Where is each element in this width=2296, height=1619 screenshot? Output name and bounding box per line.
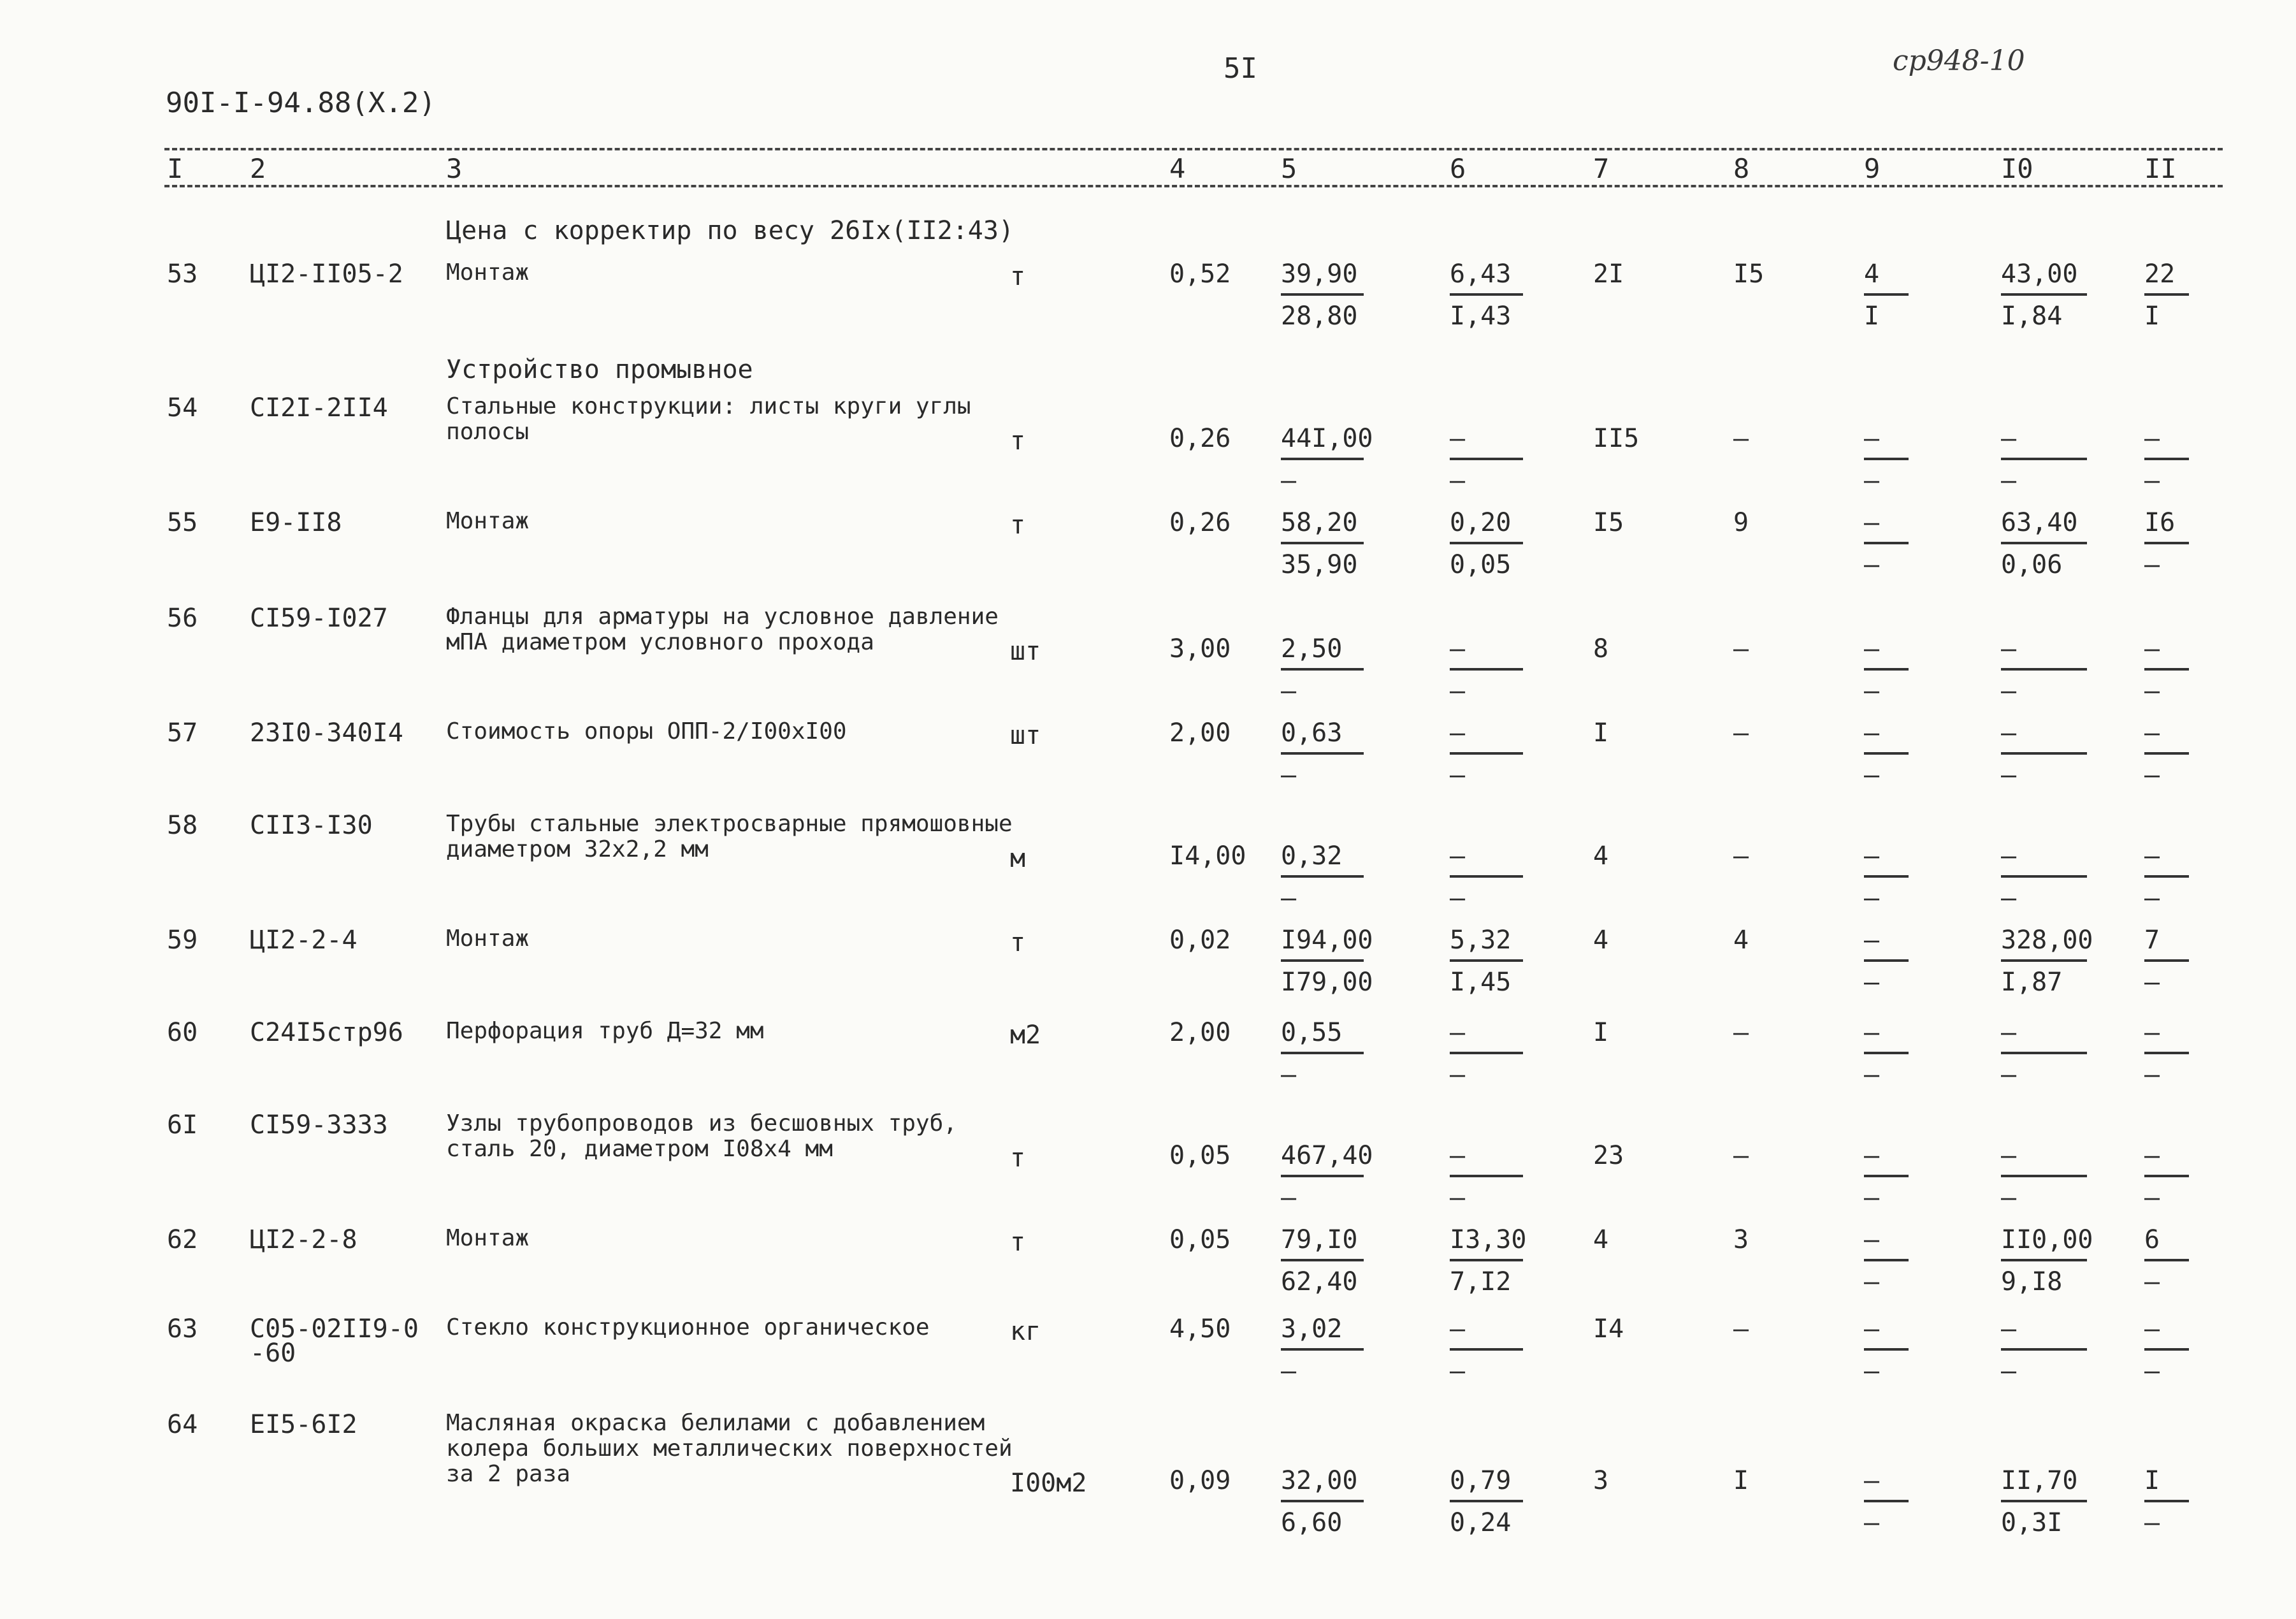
row-number: 53 xyxy=(167,259,198,289)
cost-wages-numerator: 6,43 xyxy=(1450,259,1512,289)
labor-total-denominator: – xyxy=(2001,466,2017,495)
unit: кг xyxy=(1010,1317,1041,1346)
machine-hours-fraction-bar xyxy=(1864,1259,1909,1261)
machine-hours-denominator: – xyxy=(1864,883,1880,913)
machine-hours-fraction-bar xyxy=(1864,752,1909,755)
row-number: 63 xyxy=(167,1314,198,1344)
item-description-line: Монтаж xyxy=(446,259,530,286)
unit: I00м2 xyxy=(1010,1469,1087,1498)
unit: м xyxy=(1010,844,1026,873)
cost-wages-denominator: 0,05 xyxy=(1450,550,1512,579)
labor-total-fraction-bar xyxy=(2001,1175,2087,1177)
labor-machines-numerator: – xyxy=(2144,634,2160,664)
item-description-line: за 2 раза xyxy=(446,1461,571,1487)
cost-total-denominator: – xyxy=(1281,676,1297,706)
column-number-7: 7 xyxy=(1593,153,1610,184)
quantity: 2,00 xyxy=(1169,718,1231,748)
labor-total-denominator: I,87 xyxy=(2001,968,2063,997)
cost-total-denominator: – xyxy=(1281,1356,1297,1386)
cost-total-fraction-bar xyxy=(1281,542,1364,544)
labor-machines-denominator: – xyxy=(2144,1060,2160,1089)
labor-machines-denominator: – xyxy=(2144,466,2160,495)
cost-wages-numerator: I3,30 xyxy=(1450,1225,1527,1254)
column-number-4: 4 xyxy=(1169,153,1186,184)
labor-total-denominator: – xyxy=(2001,676,2017,706)
machine-hours-fraction-bar xyxy=(1864,959,1909,962)
workers-col8: – xyxy=(1733,424,1749,453)
labor-total-denominator: I,84 xyxy=(2001,301,2063,331)
cost-total-numerator: 0,32 xyxy=(1281,841,1343,871)
quantity: 3,00 xyxy=(1169,634,1231,664)
machine-hours-fraction-bar xyxy=(1864,875,1909,878)
labor-machines-numerator: I6 xyxy=(2144,508,2176,537)
cost-total-numerator: 3,02 xyxy=(1281,1314,1343,1344)
column-number-1: I xyxy=(167,153,184,184)
item-code: CI59-I027 xyxy=(250,604,388,633)
labor-cost-col7: 8 xyxy=(1593,634,1609,664)
labor-machines-numerator: – xyxy=(2144,424,2160,453)
cost-total-fraction-bar xyxy=(1281,458,1364,460)
cost-wages-numerator: 0,20 xyxy=(1450,508,1512,537)
labor-total-fraction-bar xyxy=(2001,668,2087,671)
unit: т xyxy=(1010,426,1026,456)
labor-machines-fraction-bar xyxy=(2144,1500,2189,1502)
cost-wages-fraction-bar xyxy=(1450,1500,1523,1502)
labor-machines-denominator: – xyxy=(2144,676,2160,706)
cost-wages-fraction-bar xyxy=(1450,1175,1523,1177)
cost-wages-numerator: – xyxy=(1450,841,1466,871)
item-description-line: Стоимость опоры ОПП-2/I00хI00 xyxy=(446,718,847,744)
cost-total-fraction-bar xyxy=(1281,1259,1364,1261)
cost-total-fraction-bar xyxy=(1281,1052,1364,1054)
cost-total-numerator: 79,I0 xyxy=(1281,1225,1358,1254)
cost-wages-fraction-bar xyxy=(1450,542,1523,544)
labor-total-denominator: 0,3I xyxy=(2001,1508,2063,1537)
labor-machines-fraction-bar xyxy=(2144,542,2189,544)
quantity: 0,26 xyxy=(1169,424,1231,453)
column-number-11: II xyxy=(2144,153,2177,184)
labor-machines-numerator: – xyxy=(2144,1018,2160,1047)
labor-total-fraction-bar xyxy=(2001,458,2087,460)
cost-total-denominator: I79,00 xyxy=(1281,968,1373,997)
labor-machines-fraction-bar xyxy=(2144,293,2189,296)
item-code: ЦI2-II05-2 xyxy=(250,259,403,289)
machine-hours-numerator: – xyxy=(1864,1141,1880,1170)
labor-cost-col7: 4 xyxy=(1593,1225,1609,1254)
labor-total-fraction-bar xyxy=(2001,1500,2087,1502)
labor-machines-numerator: I xyxy=(2144,1466,2160,1495)
cost-wages-numerator: 0,79 xyxy=(1450,1466,1512,1495)
item-code: CII3-I30 xyxy=(250,811,373,840)
column-number-8: 8 xyxy=(1733,153,1750,184)
machine-hours-numerator: – xyxy=(1864,508,1880,537)
workers-col8: – xyxy=(1733,718,1749,748)
header-top-border xyxy=(164,148,2223,150)
cost-wages-fraction-bar xyxy=(1450,1052,1523,1054)
cost-total-denominator: – xyxy=(1281,883,1297,913)
labor-machines-numerator: 22 xyxy=(2144,259,2176,289)
machine-hours-denominator: – xyxy=(1864,1060,1880,1089)
machine-hours-denominator: I xyxy=(1864,301,1880,331)
row-number: 59 xyxy=(167,926,198,955)
item-code: CI59-3333 xyxy=(250,1110,388,1140)
cost-wages-denominator: – xyxy=(1450,466,1466,495)
cost-total-denominator: – xyxy=(1281,466,1297,495)
row-number: 62 xyxy=(167,1225,198,1254)
cost-total-denominator: 28,80 xyxy=(1281,301,1358,331)
cost-wages-fraction-bar xyxy=(1450,458,1523,460)
cost-total-denominator: – xyxy=(1281,1060,1297,1089)
labor-machines-fraction-bar xyxy=(2144,959,2189,962)
row-number: 64 xyxy=(167,1410,198,1439)
labor-cost-col7: 3 xyxy=(1593,1466,1609,1495)
machine-hours-numerator: – xyxy=(1864,841,1880,871)
workers-col8: – xyxy=(1733,634,1749,664)
cost-total-denominator: 62,40 xyxy=(1281,1267,1358,1296)
labor-total-denominator: – xyxy=(2001,1060,2017,1089)
cost-wages-fraction-bar xyxy=(1450,668,1523,671)
cost-total-numerator: 2,50 xyxy=(1281,634,1343,664)
labor-total-denominator: 9,I8 xyxy=(2001,1267,2063,1296)
section-title-price-correction: Цена с корректир по весу 26Iх(II2:43) xyxy=(446,216,1014,245)
unit: т xyxy=(1010,511,1026,540)
cost-wages-denominator: – xyxy=(1450,1060,1466,1089)
labor-cost-col7: II5 xyxy=(1593,424,1640,453)
labor-cost-col7: 23 xyxy=(1593,1141,1624,1170)
item-description-line: мПА диаметром условного прохода xyxy=(446,629,874,655)
machine-hours-denominator: – xyxy=(1864,760,1880,790)
row-number: 58 xyxy=(167,811,198,840)
labor-cost-col7: 4 xyxy=(1593,926,1609,955)
labor-machines-fraction-bar xyxy=(2144,875,2189,878)
cost-wages-numerator: – xyxy=(1450,634,1466,664)
machine-hours-numerator: – xyxy=(1864,718,1880,748)
cost-total-fraction-bar xyxy=(1281,668,1364,671)
row-number: 55 xyxy=(167,508,198,537)
item-description-line: Узлы трубопроводов из бесшовных труб, xyxy=(446,1110,957,1136)
labor-machines-denominator: – xyxy=(2144,550,2160,579)
quantity: 0,05 xyxy=(1169,1225,1231,1254)
item-description-line: Монтаж xyxy=(446,926,530,952)
item-description-line: диаметром 32х2,2 мм xyxy=(446,836,709,862)
cost-total-denominator: – xyxy=(1281,1183,1297,1212)
row-number: 60 xyxy=(167,1018,198,1047)
machine-hours-fraction-bar xyxy=(1864,1052,1909,1054)
item-code: E9-II8 xyxy=(250,508,342,537)
labor-cost-col7: 4 xyxy=(1593,841,1609,871)
labor-machines-numerator: – xyxy=(2144,1141,2160,1170)
section-title-flushing-device: Устройство промывное xyxy=(446,355,753,384)
labor-machines-denominator: – xyxy=(2144,1183,2160,1212)
item-code: CI2I-2II4 xyxy=(250,393,388,423)
quantity: 0,05 xyxy=(1169,1141,1231,1170)
labor-machines-denominator: – xyxy=(2144,1508,2160,1537)
machine-hours-denominator: – xyxy=(1864,968,1880,997)
labor-machines-denominator: – xyxy=(2144,1356,2160,1386)
labor-total-numerator: 63,40 xyxy=(2001,508,2078,537)
labor-machines-fraction-bar xyxy=(2144,668,2189,671)
workers-col8: – xyxy=(1733,841,1749,871)
unit: т xyxy=(1010,262,1026,291)
cost-wages-denominator: – xyxy=(1450,1183,1466,1212)
machine-hours-fraction-bar xyxy=(1864,293,1909,296)
quantity: 2,00 xyxy=(1169,1018,1231,1047)
labor-cost-col7: I4 xyxy=(1593,1314,1624,1344)
item-description-line: Монтаж xyxy=(446,508,530,534)
cost-total-numerator: 58,20 xyxy=(1281,508,1358,537)
cost-total-fraction-bar xyxy=(1281,1175,1364,1177)
item-description-line: колера больших металлических поверхностей xyxy=(446,1435,1013,1462)
labor-machines-denominator: – xyxy=(2144,968,2160,997)
machine-hours-numerator: – xyxy=(1864,1466,1880,1495)
cost-total-fraction-bar xyxy=(1281,875,1364,878)
labor-total-numerator: – xyxy=(2001,841,2017,871)
machine-hours-numerator: – xyxy=(1864,1314,1880,1344)
labor-machines-denominator: – xyxy=(2144,1267,2160,1296)
item-description-line: Стекло конструкционное органическое xyxy=(446,1314,930,1340)
column-number-3: 3 xyxy=(446,153,463,184)
machine-hours-numerator: – xyxy=(1864,926,1880,955)
unit: т xyxy=(1010,928,1026,957)
machine-hours-denominator: – xyxy=(1864,466,1880,495)
labor-machines-fraction-bar xyxy=(2144,1052,2189,1054)
labor-total-fraction-bar xyxy=(2001,1348,2087,1351)
cost-total-fraction-bar xyxy=(1281,293,1364,296)
item-code-continued: -60 xyxy=(250,1339,296,1368)
labor-machines-numerator: 7 xyxy=(2144,926,2160,955)
item-code: C05-02II9-0 xyxy=(250,1314,419,1344)
labor-total-numerator: – xyxy=(2001,1141,2017,1170)
labor-total-fraction-bar xyxy=(2001,959,2087,962)
workers-col8: – xyxy=(1733,1141,1749,1170)
machine-hours-fraction-bar xyxy=(1864,1175,1909,1177)
machine-hours-fraction-bar xyxy=(1864,668,1909,671)
workers-col8: 4 xyxy=(1733,926,1749,955)
cost-wages-denominator: 0,24 xyxy=(1450,1508,1512,1537)
labor-machines-fraction-bar xyxy=(2144,1175,2189,1177)
item-description-line: Масляная окраска белилами с добавлением xyxy=(446,1410,985,1436)
column-number-9: 9 xyxy=(1864,153,1881,184)
item-description-line: полосы xyxy=(446,419,530,445)
labor-total-numerator: – xyxy=(2001,718,2017,748)
cost-total-denominator: 35,90 xyxy=(1281,550,1358,579)
labor-total-fraction-bar xyxy=(2001,1259,2087,1261)
labor-total-fraction-bar xyxy=(2001,542,2087,544)
labor-total-numerator: II0,00 xyxy=(2001,1225,2093,1254)
cost-wages-numerator: – xyxy=(1450,1141,1466,1170)
labor-cost-col7: I5 xyxy=(1593,508,1624,537)
machine-hours-denominator: – xyxy=(1864,676,1880,706)
labor-machines-denominator: – xyxy=(2144,883,2160,913)
quantity: 0,26 xyxy=(1169,508,1231,537)
machine-hours-fraction-bar xyxy=(1864,542,1909,544)
labor-total-denominator: – xyxy=(2001,1183,2017,1212)
cost-wages-numerator: – xyxy=(1450,1018,1466,1047)
workers-col8: I xyxy=(1733,1466,1749,1495)
labor-machines-fraction-bar xyxy=(2144,752,2189,755)
cost-wages-fraction-bar xyxy=(1450,1259,1523,1261)
labor-total-fraction-bar xyxy=(2001,293,2087,296)
cost-total-numerator: 44I,00 xyxy=(1281,424,1373,453)
cost-total-numerator: 39,90 xyxy=(1281,259,1358,289)
document-code: 90I-I-94.88(X.2) xyxy=(166,87,436,119)
cost-total-fraction-bar xyxy=(1281,959,1364,962)
item-description-line: Монтаж xyxy=(446,1225,530,1251)
labor-cost-col7: I xyxy=(1593,1018,1609,1047)
machine-hours-fraction-bar xyxy=(1864,1348,1909,1351)
machine-hours-numerator: 4 xyxy=(1864,259,1880,289)
cost-wages-numerator: – xyxy=(1450,718,1466,748)
cost-wages-denominator: – xyxy=(1450,676,1466,706)
cost-total-fraction-bar xyxy=(1281,752,1364,755)
item-code: ЦI2-2-4 xyxy=(250,926,357,955)
cost-wages-fraction-bar xyxy=(1450,293,1523,296)
cost-wages-denominator: I,45 xyxy=(1450,968,1512,997)
machine-hours-fraction-bar xyxy=(1864,458,1909,460)
labor-total-denominator: – xyxy=(2001,883,2017,913)
cost-wages-denominator: – xyxy=(1450,1356,1466,1386)
cost-total-numerator: 467,40 xyxy=(1281,1141,1373,1170)
cost-wages-fraction-bar xyxy=(1450,1348,1523,1351)
labor-total-fraction-bar xyxy=(2001,875,2087,878)
labor-machines-numerator: – xyxy=(2144,718,2160,748)
labor-cost-col7: I xyxy=(1593,718,1609,748)
labor-machines-fraction-bar xyxy=(2144,1348,2189,1351)
unit: шт xyxy=(1010,637,1041,666)
item-description-line: Фланцы для арматуры на условное давление xyxy=(446,604,999,630)
labor-total-denominator: – xyxy=(2001,760,2017,790)
unit: т xyxy=(1010,1143,1026,1173)
labor-total-numerator: – xyxy=(2001,424,2017,453)
cost-wages-denominator: I,43 xyxy=(1450,301,1512,331)
labor-machines-numerator: – xyxy=(2144,1314,2160,1344)
workers-col8: 3 xyxy=(1733,1225,1749,1254)
machine-hours-denominator: – xyxy=(1864,1508,1880,1537)
labor-total-numerator: 328,00 xyxy=(2001,926,2093,955)
unit: шт xyxy=(1010,721,1041,750)
machine-hours-denominator: – xyxy=(1864,550,1880,579)
column-number-2: 2 xyxy=(250,153,266,184)
item-description-line: Трубы стальные электросварные прямошовные xyxy=(446,811,1013,837)
labor-total-numerator: 43,00 xyxy=(2001,259,2078,289)
machine-hours-fraction-bar xyxy=(1864,1500,1909,1502)
handwritten-mark: ср948-10 xyxy=(1893,45,2025,77)
cost-wages-numerator: – xyxy=(1450,1314,1466,1344)
cost-wages-fraction-bar xyxy=(1450,959,1523,962)
cost-wages-denominator: – xyxy=(1450,883,1466,913)
cost-total-numerator: 0,63 xyxy=(1281,718,1343,748)
row-number: 6I xyxy=(167,1110,198,1140)
item-code: 23I0-340I4 xyxy=(250,718,403,748)
quantity: 0,02 xyxy=(1169,926,1231,955)
labor-total-numerator: – xyxy=(2001,1018,2017,1047)
cost-wages-fraction-bar xyxy=(1450,752,1523,755)
cost-wages-numerator: 5,32 xyxy=(1450,926,1512,955)
row-number: 54 xyxy=(167,393,198,423)
labor-total-numerator: – xyxy=(2001,1314,2017,1344)
labor-total-numerator: II,70 xyxy=(2001,1466,2078,1495)
cost-wages-denominator: 7,I2 xyxy=(1450,1267,1512,1296)
labor-machines-fraction-bar xyxy=(2144,458,2189,460)
quantity: 0,52 xyxy=(1169,259,1231,289)
workers-col8: I5 xyxy=(1733,259,1765,289)
item-code: EI5-6I2 xyxy=(250,1410,357,1439)
item-description-line: Перфорация труб Д=32 мм xyxy=(446,1018,764,1044)
cost-total-numerator: I94,00 xyxy=(1281,926,1373,955)
page-number: 5I xyxy=(1224,52,1257,85)
cost-wages-numerator: – xyxy=(1450,424,1466,453)
cost-total-denominator: – xyxy=(1281,760,1297,790)
machine-hours-denominator: – xyxy=(1864,1267,1880,1296)
header-bottom-border xyxy=(164,185,2223,187)
row-number: 57 xyxy=(167,718,198,748)
item-code: C24I5стр96 xyxy=(250,1018,403,1047)
workers-col8: – xyxy=(1733,1018,1749,1047)
quantity: 4,50 xyxy=(1169,1314,1231,1344)
item-code: ЦI2-2-8 xyxy=(250,1225,357,1254)
labor-total-fraction-bar xyxy=(2001,1052,2087,1054)
machine-hours-denominator: – xyxy=(1864,1183,1880,1212)
workers-col8: – xyxy=(1733,1314,1749,1344)
column-number-5: 5 xyxy=(1281,153,1297,184)
cost-total-numerator: 32,00 xyxy=(1281,1466,1358,1495)
cost-total-denominator: 6,60 xyxy=(1281,1508,1343,1537)
machine-hours-numerator: – xyxy=(1864,424,1880,453)
row-number: 56 xyxy=(167,604,198,633)
labor-machines-fraction-bar xyxy=(2144,1259,2189,1261)
labor-machines-denominator: – xyxy=(2144,760,2160,790)
column-number-6: 6 xyxy=(1450,153,1466,184)
item-description-line: Стальные конструкции: листы круги углы xyxy=(446,393,971,419)
machine-hours-numerator: – xyxy=(1864,1018,1880,1047)
labor-machines-denominator: I xyxy=(2144,301,2160,331)
quantity: I4,00 xyxy=(1169,841,1246,871)
unit: м2 xyxy=(1010,1020,1041,1050)
machine-hours-numerator: – xyxy=(1864,634,1880,664)
quantity: 0,09 xyxy=(1169,1466,1231,1495)
workers-col8: 9 xyxy=(1733,508,1749,537)
item-description-line: сталь 20, диаметром I08х4 мм xyxy=(446,1136,833,1162)
labor-cost-col7: 2I xyxy=(1593,259,1624,289)
unit: т xyxy=(1010,1228,1026,1257)
machine-hours-denominator: – xyxy=(1864,1356,1880,1386)
machine-hours-numerator: – xyxy=(1864,1225,1880,1254)
cost-wages-fraction-bar xyxy=(1450,875,1523,878)
labor-machines-numerator: – xyxy=(2144,841,2160,871)
cost-wages-denominator: – xyxy=(1450,760,1466,790)
column-number-10: I0 xyxy=(2001,153,2033,184)
labor-total-numerator: – xyxy=(2001,634,2017,664)
cost-total-fraction-bar xyxy=(1281,1348,1364,1351)
labor-machines-numerator: 6 xyxy=(2144,1225,2160,1254)
labor-total-fraction-bar xyxy=(2001,752,2087,755)
labor-total-denominator: 0,06 xyxy=(2001,550,2063,579)
labor-total-denominator: – xyxy=(2001,1356,2017,1386)
cost-total-numerator: 0,55 xyxy=(1281,1018,1343,1047)
cost-total-fraction-bar xyxy=(1281,1500,1364,1502)
